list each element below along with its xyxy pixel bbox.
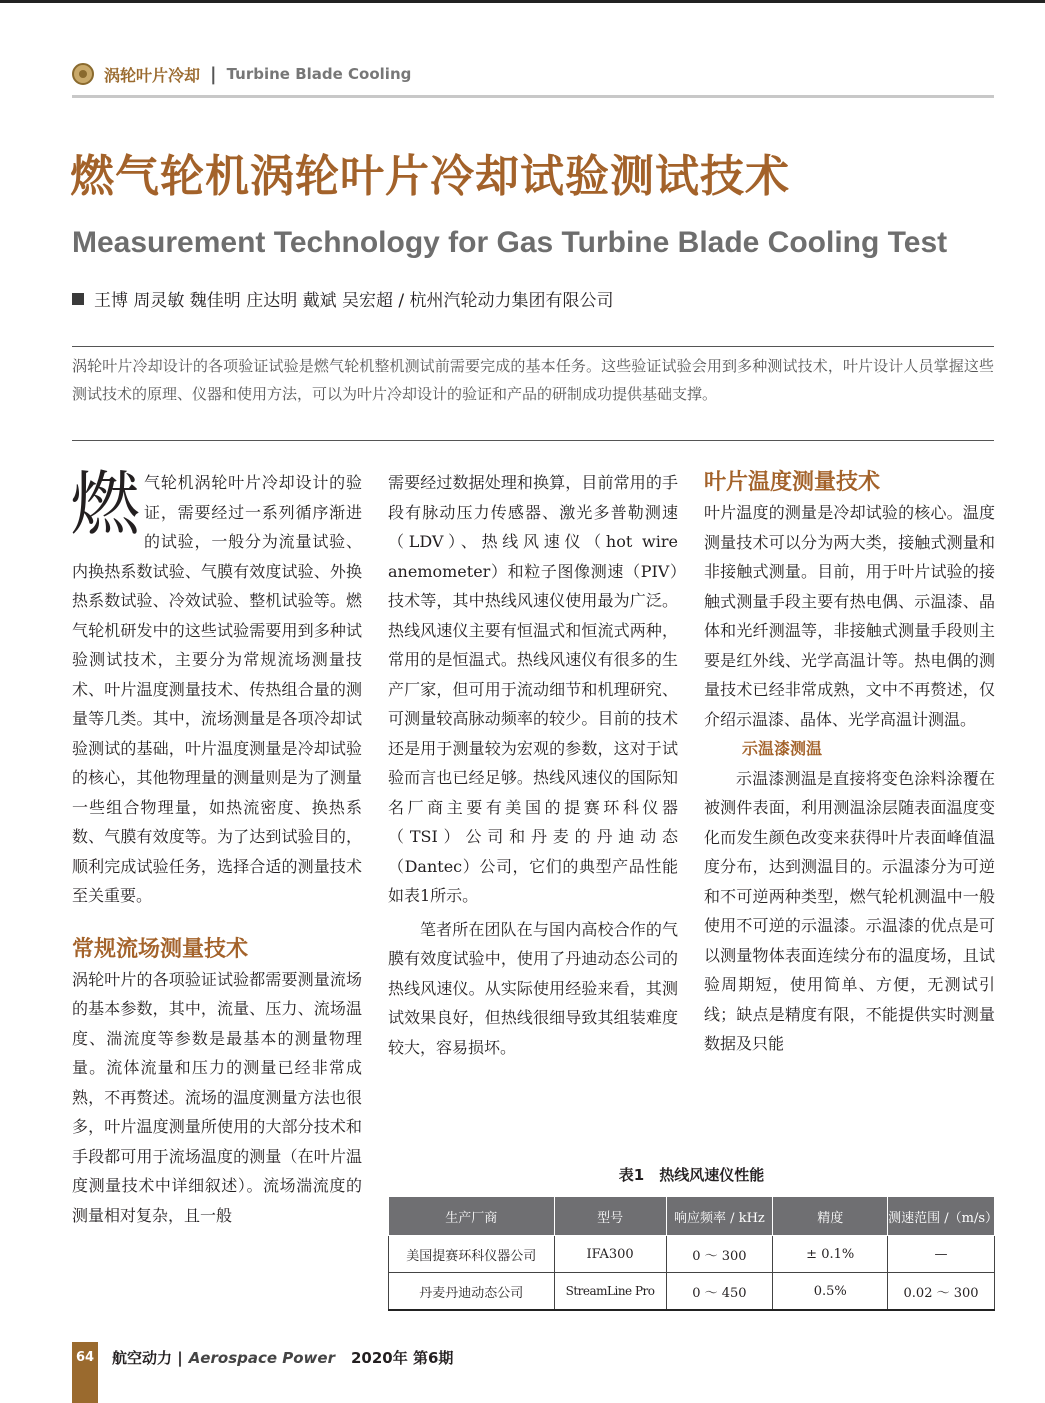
table-header-row	[389, 1197, 995, 1236]
journal-logo-icon	[72, 63, 94, 85]
drop-cap: 燃	[70, 463, 140, 545]
table-header-cell: 型号	[554, 1197, 666, 1236]
bullet-square-icon	[72, 293, 84, 305]
header-rule	[72, 95, 994, 98]
author-line	[72, 286, 614, 311]
abstract-top-rule	[72, 346, 994, 347]
intro-paragraph	[70, 463, 362, 911]
table-caption: 表1 热线风速仪性能	[618, 1166, 765, 1184]
table-header-cell: 响应频率 / kHz	[666, 1197, 773, 1236]
authors: 王博 周灵敏 魏佳明 庄达明 戴斌 吴宏超 / 杭州汽轮动力集团有限公司	[94, 291, 614, 311]
section-heading-flow: 常规流场测量技术	[72, 936, 249, 962]
subsection-heading-paint: 示温漆测温	[742, 739, 823, 758]
article-title: 燃气轮机涡轮叶片冷却试验测试技术	[70, 151, 790, 202]
page-number: 64	[75, 1350, 95, 1365]
table-header-cell: 生产厂商	[389, 1197, 555, 1236]
anemometer-table	[388, 1196, 999, 1311]
team-paragraph: 笔者所在团队在与国内高校合作的气膜有效度试验中，使用了丹迪动态公司的热线风速仪。从实际使用经验来看，其测试效果良好，但热线很细导致其组装难度较大，容易损坏。	[388, 919, 678, 1057]
table-cell: 美国提赛环科仪器公司	[389, 1236, 555, 1273]
journal-footer	[112, 1347, 453, 1368]
article-subtitle: Measurement Technology for Gas Turbine Blade Cooling Test	[72, 226, 948, 259]
column-2	[388, 468, 678, 1062]
journal-name-cn: 航空动力 |	[112, 1349, 183, 1367]
running-header	[72, 60, 411, 88]
paint-paragraph: 示温漆测温是直接将变色涂料涂覆在被测件表面，利用测温涂层随表面温度变化而发生颜色改变来获得叶片表面峰值温度分布，达到测温目的。示温漆分为可逆和不可逆两种类型，燃气轮机测温中一般使用不可逆的示温漆。示温漆的优点是可以测量物体表面连续分布的温度场，且试验周期短，使用简单、方便，无测试引线；缺点是精度有限，不能提供实时测量数据及只能	[704, 768, 995, 1053]
table-header-cell: 精度	[773, 1197, 888, 1236]
table-cell: 0.5%	[773, 1273, 888, 1311]
table-row	[389, 1273, 995, 1311]
header-section-en: Turbine Blade Cooling	[226, 65, 412, 83]
table-cell: StreamLine Pro	[554, 1273, 666, 1311]
table-header-cell: 测速范围 /（m/s）	[888, 1197, 995, 1236]
section-heading-temperature: 叶片温度测量技术	[704, 470, 881, 495]
top-border	[0, 0, 1045, 3]
table-cell: IFA300	[554, 1236, 666, 1273]
abstract-bottom-rule	[72, 440, 994, 441]
hotwire-paragraph: 需要经过数据处理和换算，目前常用的手段有脉动压力传感器、激光多普勒测速（LDV）、热线风速仪（hot wire anemometer）和粒子图像测速（PIV）技术等，其中热线风速仪使用最为广泛。热线风速仪主要有恒温式和恒流式两种，常用的是恒温式。热线风速仪有很多的生产厂家，但可用于流动细节和机理研究、可测量较高脉动频率的较少。目前的技术还是用于测量较为宏观的参数，这对于试验而言也已经足够。热线风速仪的国际知名厂商主要有美国的提赛环科仪器（TSI）公司和丹麦的丹迪动态（Dantec）公司，它们的典型产品性能如表1所示。	[388, 473, 678, 905]
table-cell: 丹麦丹迪动态公司	[389, 1273, 555, 1311]
table-cell: ± 0.1%	[773, 1236, 888, 1273]
flow-paragraph: 涡轮叶片的各项验证试验都需要测量流场的基本参数，其中，流量、压力、流场温度、湍流度等参数是最基本的测量物理量。流体流量和压力的测量已经非常成熟，不再赘述。流场的温度测量方法也很多，叶片温度测量所使用的大部分技术和手段都可用于流场温度的测量（在叶片温度测量技术中详细叙述）。流场湍流度的测量相对复杂，且一般	[72, 969, 362, 1225]
table-cell: —	[888, 1236, 995, 1273]
temperature-paragraph: 叶片温度的测量是冷却试验的核心。温度测量技术可以分为两大类，接触式测量和非接触式测量。目前，用于叶片试验的接触式测量手段主要有热电偶、示温漆、晶体和光纤测温等，非接触式测量手段则主要是红外线、光学高温计等。热电偶的测量技术已经非常成熟，文中不再赘述，仅介绍示温漆、晶体、光学高温计测温。	[704, 503, 995, 729]
column-3	[704, 468, 995, 1059]
intro-text: 气轮机涡轮叶片冷却设计的验证，需要经过一系列循序渐进的试验，一般分为流量试验、内换热系数试验、气膜有效度试验、外换热系数试验、冷效试验、整机试验等。燃气轮机研发中的这些试验需要用到多种试验测试技术，主要分为常规流场测量技术、叶片温度测量技术、传热组合量的测量等几类。其中，流场测量是各项冷却试验测试的基础，叶片温度测量是冷却试验的核心，其他物理量的测量则是为了测量一些组合物理量，如热流密度、换热系数、气膜有效度等。为了达到试验目的，顺利完成试验任务，选择合适的测量技术至关重要。	[72, 473, 362, 905]
table-cell: 0 ～ 300	[666, 1236, 773, 1273]
header-separator: |	[210, 63, 217, 85]
abstract: 涡轮叶片冷却设计的各项验证试验是燃气轮机整机测试前需要完成的基本任务。这些验证试验会用到多种测试技术，叶片设计人员掌握这些测试技术的原理、仪器和使用方法，可以为叶片冷却设计的验证和产品的研制成功提供基础支撑。	[72, 357, 994, 403]
journal-name-en: Aerospace Power	[188, 1349, 335, 1367]
table-cell: 0 ～ 450	[666, 1273, 773, 1311]
column-1	[70, 463, 362, 1230]
table-row	[389, 1236, 995, 1273]
table-cell: 0.02 ～ 300	[888, 1273, 995, 1311]
journal-issue: 2020年 第6期	[351, 1349, 454, 1367]
header-section-cn: 涡轮叶片冷却	[104, 65, 201, 85]
